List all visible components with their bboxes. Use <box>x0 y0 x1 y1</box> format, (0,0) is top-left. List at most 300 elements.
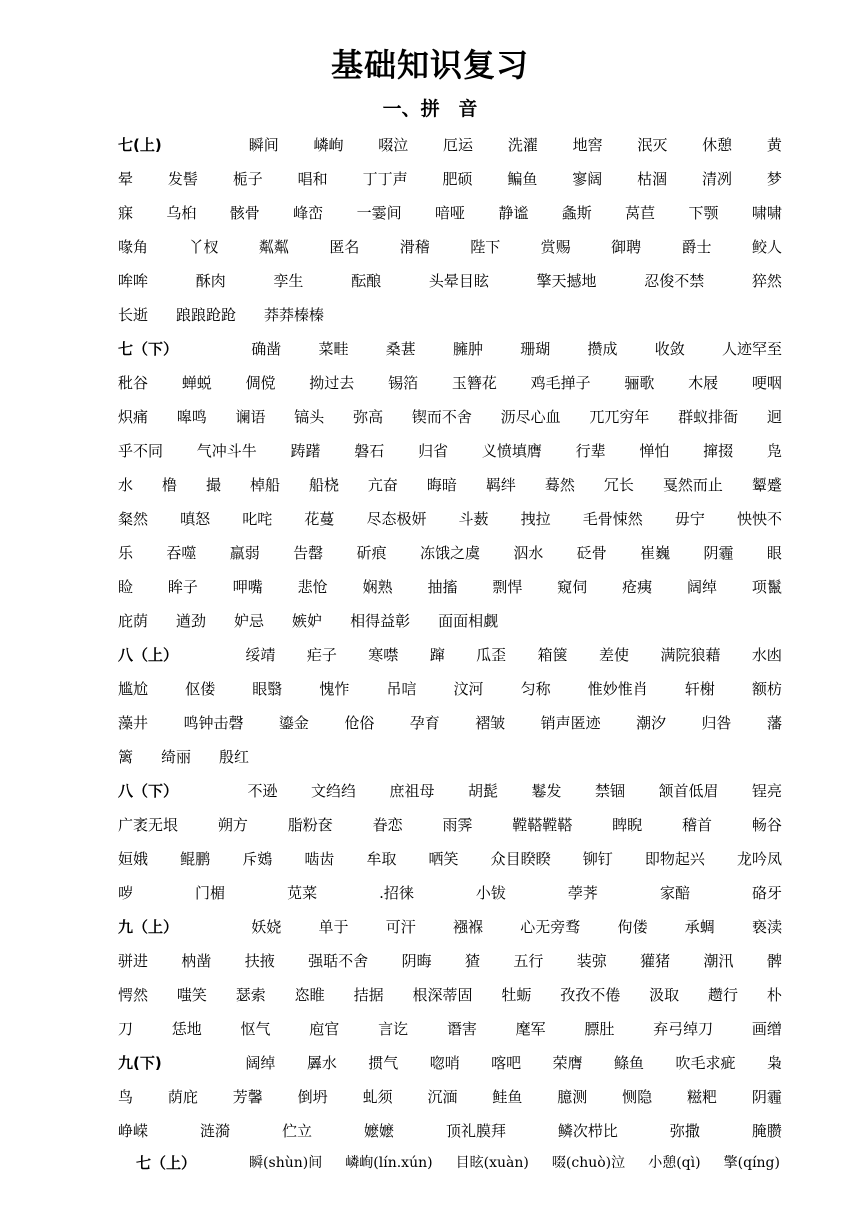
vocab-word: 鲑鱼 <box>492 1088 523 1106</box>
vocab-word: 乎不同 <box>118 442 164 460</box>
vocab-word: 叱咤 <box>242 510 273 528</box>
vocab-word: 绥靖 <box>245 646 276 664</box>
vocab-word: 晕 <box>118 170 134 188</box>
vocab-word: 根深蒂固 <box>412 986 473 1004</box>
vocab-word: 嗥鸣 <box>176 408 207 426</box>
vocab-word: 赏赐 <box>540 238 571 256</box>
vocab-word: 额枋 <box>751 680 782 698</box>
vocab-word: 潮汐 <box>636 714 667 732</box>
vocab-word: 吞噬 <box>166 544 197 562</box>
answer-item: 擎(qíng) <box>723 1155 780 1171</box>
vocab-word: 秕谷 <box>118 374 149 392</box>
vocab-word: 凫 <box>766 442 782 460</box>
vocab-word: 朴 <box>766 986 782 1004</box>
vocab-word: 鸡毛掸子 <box>530 374 591 392</box>
vocab-word: 窥伺 <box>557 578 588 596</box>
vocab-line <box>118 128 782 162</box>
vocab-word: 寐 <box>118 204 134 222</box>
vocab-word: 清冽 <box>702 170 733 188</box>
vocab-word: 庇荫 <box>118 612 149 630</box>
vocab-line <box>118 876 782 910</box>
vocab-word: 肥硕 <box>442 170 473 188</box>
vocab-word: 髀 <box>766 952 782 970</box>
vocab-word: 强聒不舍 <box>308 952 369 970</box>
vocab-word: 蓦然 <box>544 476 575 494</box>
vocab-word: 趱行 <box>708 986 739 1004</box>
vocab-word: 休憩 <box>702 136 733 154</box>
vocab-line <box>118 672 782 706</box>
vocab-word: 锲而不舍 <box>411 408 472 426</box>
vocab-word: 迥 <box>766 408 782 426</box>
vocab-word: 差使 <box>599 646 630 664</box>
vocab-word: 人迹罕至 <box>721 340 782 358</box>
vocab-word: 稽首 <box>682 816 713 834</box>
vocab-word: 炽痛 <box>118 408 149 426</box>
vocab-line <box>118 536 782 570</box>
vocab-word: 潮汛 <box>703 952 734 970</box>
vocab-word: 荣膺 <box>552 1054 583 1072</box>
vocab-word: 满院狼藉 <box>660 646 721 664</box>
vocab-word: 拮据 <box>353 986 384 1004</box>
vocab-word: 撮 <box>205 476 221 494</box>
vocab-word: 雨霁 <box>442 816 473 834</box>
grade-label: 九（上） <box>118 918 179 936</box>
vocab-word: 羁绊 <box>485 476 516 494</box>
vocab-word: 崔巍 <box>640 544 671 562</box>
vocab-word: 棹船 <box>249 476 280 494</box>
vocab-line <box>118 1080 782 1114</box>
vocab-word: 剽悍 <box>492 578 523 596</box>
vocab-word: 膘肚 <box>584 1020 615 1038</box>
vocab-word: 颦蹙 <box>751 476 782 494</box>
vocab-word: 言讫 <box>378 1020 409 1038</box>
vocab-word: 冗长 <box>603 476 634 494</box>
answer-item: 目眩(xuàn) <box>455 1155 529 1171</box>
vocab-word: 唿哨 <box>429 1054 460 1072</box>
vocab-word: 呷嘴 <box>232 578 263 596</box>
vocab-word: 擎天撼地 <box>536 272 597 290</box>
vocab-word: 头晕目眩 <box>428 272 489 290</box>
vocab-word: 斗薮 <box>458 510 489 528</box>
vocab-word: 阴霾 <box>703 544 734 562</box>
vocab-word: 弃弓绰刀 <box>653 1020 714 1038</box>
vocab-word: 愧怍 <box>319 680 350 698</box>
vocab-word: 怏怏不 <box>736 510 782 528</box>
vocab-word: 长逝 <box>118 306 149 324</box>
vocab-word: 相得益彰 <box>350 612 411 630</box>
vocab-word: 即物起兴 <box>644 850 705 868</box>
vocab-word: 藻井 <box>118 714 149 732</box>
vocab-word: 毋宁 <box>674 510 705 528</box>
vocab-word: 项鬣 <box>751 578 782 596</box>
vocab-line <box>118 434 782 468</box>
answer-line <box>136 1146 780 1180</box>
vocab-word: 峥嵘 <box>118 1122 149 1140</box>
vocab-line <box>118 196 782 230</box>
vocab-word: 瓜歪 <box>476 646 507 664</box>
vocab-word: 愕然 <box>118 986 149 1004</box>
vocab-line <box>118 468 782 502</box>
vocab-word: 恁地 <box>171 1020 202 1038</box>
vocab-word: 唱和 <box>297 170 328 188</box>
vocab-word: 畅谷 <box>751 816 782 834</box>
vocab-word: 踉踉跄跄 <box>176 306 237 324</box>
vocab-word: 脂粉奁 <box>287 816 333 834</box>
vocab-word: 疮痍 <box>622 578 653 596</box>
vocab-word: 姮娥 <box>118 850 149 868</box>
vocab-word: 气冲斗牛 <box>196 442 257 460</box>
vocab-word: 吹毛求疵 <box>675 1054 736 1072</box>
vocab-word: 莽莽榛榛 <box>264 306 325 324</box>
answer-item: 小憩(qì) <box>648 1155 701 1171</box>
vocab-word: 斫痕 <box>356 544 387 562</box>
vocab-word: 阴霾 <box>751 1088 782 1106</box>
vocab-word: 莴苣 <box>625 204 656 222</box>
vocab-word: 恻隐 <box>622 1088 653 1106</box>
vocab-word: 嬷嬷 <box>363 1122 394 1140</box>
vocab-word: 嫉妒 <box>292 612 323 630</box>
vocab-line <box>118 502 782 536</box>
vocab-word: 怄气 <box>240 1020 271 1038</box>
vocab-word: 亢奋 <box>367 476 398 494</box>
vocab-word: 喙角 <box>118 238 149 256</box>
vocab-word: 啜泣 <box>378 136 409 154</box>
vocab-word: 珊瑚 <box>520 340 551 358</box>
vocab-word: 厄运 <box>443 136 474 154</box>
vocab-word: 龙吟凤 <box>736 850 782 868</box>
vocab-word: 嶙峋 <box>313 136 344 154</box>
vocab-word: 尴尬 <box>118 680 149 698</box>
vocab-word: 枘凿 <box>181 952 212 970</box>
vocab-word: 心无旁骛 <box>520 918 581 936</box>
vocab-word: 顶礼膜拜 <box>445 1122 506 1140</box>
vocab-word: 硌牙 <box>751 884 782 902</box>
vocab-word: 蹿 <box>429 646 445 664</box>
vocab-word: 乌桕 <box>166 204 197 222</box>
vocab-word: 螽斯 <box>561 204 592 222</box>
vocab-word: 确凿 <box>251 340 282 358</box>
vocab-word: 弥高 <box>353 408 384 426</box>
vocab-line <box>118 910 782 944</box>
vocab-line <box>118 366 782 400</box>
vocab-word: 臃肿 <box>452 340 483 358</box>
vocab-word: 粼粼 <box>258 238 289 256</box>
vocab-word: 鲦鱼 <box>614 1054 645 1072</box>
vocab-word: 荸荠 <box>567 884 598 902</box>
vocab-word: 骊歌 <box>624 374 655 392</box>
vocab-word: 刀 <box>118 1020 134 1038</box>
vocab-line <box>118 842 782 876</box>
vocab-word: 乐 <box>118 544 134 562</box>
vocab-word: 哞哞 <box>118 272 149 290</box>
vocab-word: 单于 <box>318 918 349 936</box>
vocab-word: 箱箧 <box>537 646 568 664</box>
vocab-word: 啸啸 <box>751 204 782 222</box>
vocab-line <box>118 332 782 366</box>
vocab-word: 睑 <box>118 578 134 596</box>
vocab-word: 殷红 <box>219 748 250 766</box>
vocab-word: 掼气 <box>368 1054 399 1072</box>
answer-item: 瞬(shùn)间 <box>249 1155 323 1171</box>
vocab-word: 行辈 <box>575 442 606 460</box>
vocab-word: 磐石 <box>354 442 385 460</box>
vocab-word: 猹 <box>464 952 480 970</box>
vocab-word: 汲取 <box>649 986 680 1004</box>
vocab-word: 撺掇 <box>703 442 734 460</box>
vocab-word: 木屐 <box>688 374 719 392</box>
vocab-word: 麾军 <box>515 1020 546 1038</box>
vocab-word: 画缯 <box>751 1020 782 1038</box>
vocab-line <box>118 162 782 196</box>
vocab-word: 毛骨悚然 <box>582 510 643 528</box>
vocab-word: 吊唁 <box>386 680 417 698</box>
vocab-word: 猝然 <box>751 272 782 290</box>
vocab-line <box>118 740 782 774</box>
vocab-word: 沉湎 <box>427 1088 458 1106</box>
vocab-word: 拗过去 <box>309 374 355 392</box>
vocab-word: 鳞次栉比 <box>557 1122 618 1140</box>
vocab-word: 晦暗 <box>426 476 457 494</box>
vocab-word: 遒劲 <box>176 612 207 630</box>
vocab-word: 瞬间 <box>248 136 279 154</box>
vocab-word: 丁丁声 <box>362 170 408 188</box>
vocab-word: 亵渎 <box>751 918 782 936</box>
vocab-word: 锡箔 <box>388 374 419 392</box>
vocab-word: 丫杈 <box>188 238 219 256</box>
vocab-word: 啮齿 <box>304 850 335 868</box>
vocab-word: 梦 <box>766 170 782 188</box>
vocab-word: 不逊 <box>247 782 278 800</box>
vocab-line <box>118 978 782 1012</box>
vocab-word: 文绉绉 <box>310 782 356 800</box>
vocab-line <box>118 230 782 264</box>
vocab-word: 拽拉 <box>520 510 551 528</box>
vocab-word: 铆钉 <box>582 850 613 868</box>
vocab-word: 喀吧 <box>491 1054 522 1072</box>
vocab-word: 谰语 <box>235 408 266 426</box>
vocab-word: 鞺鞳鞺鞳 <box>512 816 573 834</box>
vocab-word: 鲛人 <box>751 238 782 256</box>
vocab-word: 倒坍 <box>297 1088 328 1106</box>
vocab-word: 牟取 <box>366 850 397 868</box>
vocab-word: 眼 <box>766 544 782 562</box>
word-list <box>118 128 782 1148</box>
vocab-word: 扶掖 <box>244 952 275 970</box>
vocab-word: 荫庇 <box>167 1088 198 1106</box>
vocab-word: 疟子 <box>306 646 337 664</box>
vocab-word: 轩榭 <box>684 680 715 698</box>
vocab-word: 孜孜不倦 <box>560 986 621 1004</box>
vocab-word: 洗濯 <box>507 136 538 154</box>
vocab-word: 匀称 <box>520 680 551 698</box>
vocab-word: 面面相觑 <box>438 612 499 630</box>
vocab-word: 镐头 <box>294 408 325 426</box>
vocab-word: 涟漪 <box>199 1122 230 1140</box>
vocab-word: 庖官 <box>309 1020 340 1038</box>
vocab-line <box>118 1012 782 1046</box>
vocab-word: 鸣钟击磬 <box>183 714 244 732</box>
vocab-line <box>118 1046 782 1080</box>
vocab-word: 孕育 <box>409 714 440 732</box>
grade-label: 七（下） <box>118 340 179 358</box>
vocab-word: 可汗 <box>385 918 416 936</box>
vocab-word: 装弶 <box>576 952 607 970</box>
vocab-word: 篱 <box>118 748 134 766</box>
vocab-word: 伫立 <box>281 1122 312 1140</box>
vocab-word: 戛然而止 <box>662 476 723 494</box>
vocab-line <box>118 1114 782 1148</box>
vocab-word: 玉簪花 <box>451 374 497 392</box>
vocab-word: 伧俗 <box>344 714 375 732</box>
vocab-word: 家醅 <box>659 884 690 902</box>
vocab-word: 喑哑 <box>434 204 465 222</box>
vocab-word: 弥撒 <box>669 1122 700 1140</box>
vocab-word: 鲲鹏 <box>180 850 211 868</box>
vocab-word: 义愤填膺 <box>481 442 542 460</box>
vocab-word: 嗤笑 <box>176 986 207 1004</box>
vocab-word: 匿名 <box>329 238 360 256</box>
vocab-word: 眸子 <box>167 578 198 596</box>
vocab-word: 船桡 <box>308 476 339 494</box>
vocab-word: 冻饿之虞 <box>419 544 480 562</box>
vocab-word: 兀兀穷年 <box>589 408 650 426</box>
vocab-word: 鎏金 <box>278 714 309 732</box>
vocab-word: 橹 <box>161 476 177 494</box>
grade-label: 七(上) <box>118 136 162 154</box>
vocab-word: 一霎间 <box>356 204 402 222</box>
vocab-word: 发髻 <box>167 170 198 188</box>
vocab-line <box>118 808 782 842</box>
vocab-word: 禁锢 <box>594 782 625 800</box>
vocab-word: 倜傥 <box>245 374 276 392</box>
vocab-line <box>118 400 782 434</box>
vocab-line <box>118 638 782 672</box>
vocab-word: 朔方 <box>217 816 248 834</box>
vocab-word: 藩 <box>766 714 782 732</box>
grade-label: 七（上） <box>136 1154 197 1172</box>
vocab-word: 枯涸 <box>637 170 668 188</box>
vocab-word: 悲怆 <box>297 578 328 596</box>
grade-label: 八（下） <box>118 782 179 800</box>
vocab-word: 阔绰 <box>687 578 718 596</box>
vocab-word: 羸弱 <box>229 544 260 562</box>
vocab-word: 鸟 <box>118 1088 134 1106</box>
vocab-word: 颔首低眉 <box>658 782 719 800</box>
vocab-word: 腌臜 <box>751 1122 782 1140</box>
vocab-word: 寒噤 <box>368 646 399 664</box>
vocab-line <box>118 774 782 808</box>
vocab-word: 广袤无垠 <box>118 816 179 834</box>
vocab-word: 众目睽睽 <box>490 850 551 868</box>
vocab-word: .招徕 <box>379 884 414 902</box>
vocab-word: 菜畦 <box>318 340 349 358</box>
vocab-word: 哕 <box>118 884 134 902</box>
vocab-word: 惟妙惟肖 <box>587 680 648 698</box>
vocab-line <box>118 264 782 298</box>
vocab-word: 惮怕 <box>639 442 670 460</box>
vocab-word: 尽态极妍 <box>366 510 427 528</box>
vocab-word: 鳊鱼 <box>507 170 538 188</box>
section-heading-part: 音 <box>458 98 478 120</box>
vocab-word: 静谧 <box>498 204 529 222</box>
vocab-word: 攒成 <box>587 340 618 358</box>
section-heading <box>0 94 860 121</box>
vocab-word: 陛下 <box>470 238 501 256</box>
vocab-word: 下颚 <box>688 204 719 222</box>
vocab-word: 花蔓 <box>304 510 335 528</box>
vocab-word: 踌躇 <box>290 442 321 460</box>
vocab-word: 糍粑 <box>687 1088 718 1106</box>
vocab-word: 小钹 <box>475 884 506 902</box>
vocab-word: 滑稽 <box>399 238 430 256</box>
page-title: 基础知识复习 <box>330 46 529 84</box>
vocab-word: 群蚁排衙 <box>678 408 739 426</box>
vocab-word: 阔绰 <box>245 1054 276 1072</box>
vocab-word: 归省 <box>418 442 449 460</box>
vocab-word: 栀子 <box>232 170 263 188</box>
vocab-word: 斥鴳 <box>242 850 273 868</box>
vocab-word: 收敛 <box>654 340 685 358</box>
vocab-line <box>118 570 782 604</box>
vocab-word: 枭 <box>766 1054 782 1072</box>
vocab-word: 眼翳 <box>252 680 283 698</box>
vocab-word: 妒忌 <box>234 612 265 630</box>
vocab-word: 御聘 <box>611 238 642 256</box>
vocab-word: 瑟索 <box>235 986 266 1004</box>
vocab-word: 归咎 <box>701 714 732 732</box>
vocab-word: 汶河 <box>453 680 484 698</box>
vocab-word: 佝偻 <box>617 918 648 936</box>
vocab-word: 妖娆 <box>251 918 282 936</box>
vocab-word: 哽咽 <box>751 374 782 392</box>
vocab-word: 骸骨 <box>229 204 260 222</box>
vocab-word: 眷恋 <box>372 816 403 834</box>
vocab-word: 五行 <box>513 952 544 970</box>
vocab-word: 骈进 <box>118 952 149 970</box>
vocab-word: 锃亮 <box>751 782 782 800</box>
vocab-word: 忍俊不禁 <box>644 272 705 290</box>
vocab-word: 黄 <box>766 136 782 154</box>
vocab-word: 褶皱 <box>475 714 506 732</box>
vocab-word: 虬须 <box>362 1088 393 1106</box>
vocab-word: 泅水 <box>513 544 544 562</box>
vocab-word: 阴晦 <box>401 952 432 970</box>
vocab-word: 门楣 <box>195 884 226 902</box>
grade-label: 九(下) <box>118 1054 162 1072</box>
vocab-word: 水凼 <box>751 646 782 664</box>
answer-item: 嶙峋(lín.xún) <box>345 1155 433 1171</box>
vocab-word: 芳馨 <box>232 1088 263 1106</box>
vocab-word: 爵士 <box>681 238 712 256</box>
vocab-word: 哂笑 <box>428 850 459 868</box>
vocab-word: 地窖 <box>572 136 603 154</box>
vocab-word: 恣睢 <box>294 986 325 1004</box>
vocab-word: 告罄 <box>293 544 324 562</box>
vocab-word: 峰峦 <box>293 204 324 222</box>
vocab-line <box>118 944 782 978</box>
answer-item: 啜(chuò)泣 <box>551 1155 626 1171</box>
vocab-word: 庶祖母 <box>389 782 435 800</box>
vocab-word: 鬈发 <box>531 782 562 800</box>
vocab-word: 娴熟 <box>362 578 393 596</box>
vocab-word: 胡髭 <box>467 782 498 800</box>
vocab-word: 粲然 <box>118 510 149 528</box>
vocab-word: 臆测 <box>557 1088 588 1106</box>
vocab-word: 寥阔 <box>572 170 603 188</box>
vocab-word: 承蜩 <box>684 918 715 936</box>
vocab-word: 酥肉 <box>195 272 226 290</box>
vocab-word: 桑葚 <box>385 340 416 358</box>
